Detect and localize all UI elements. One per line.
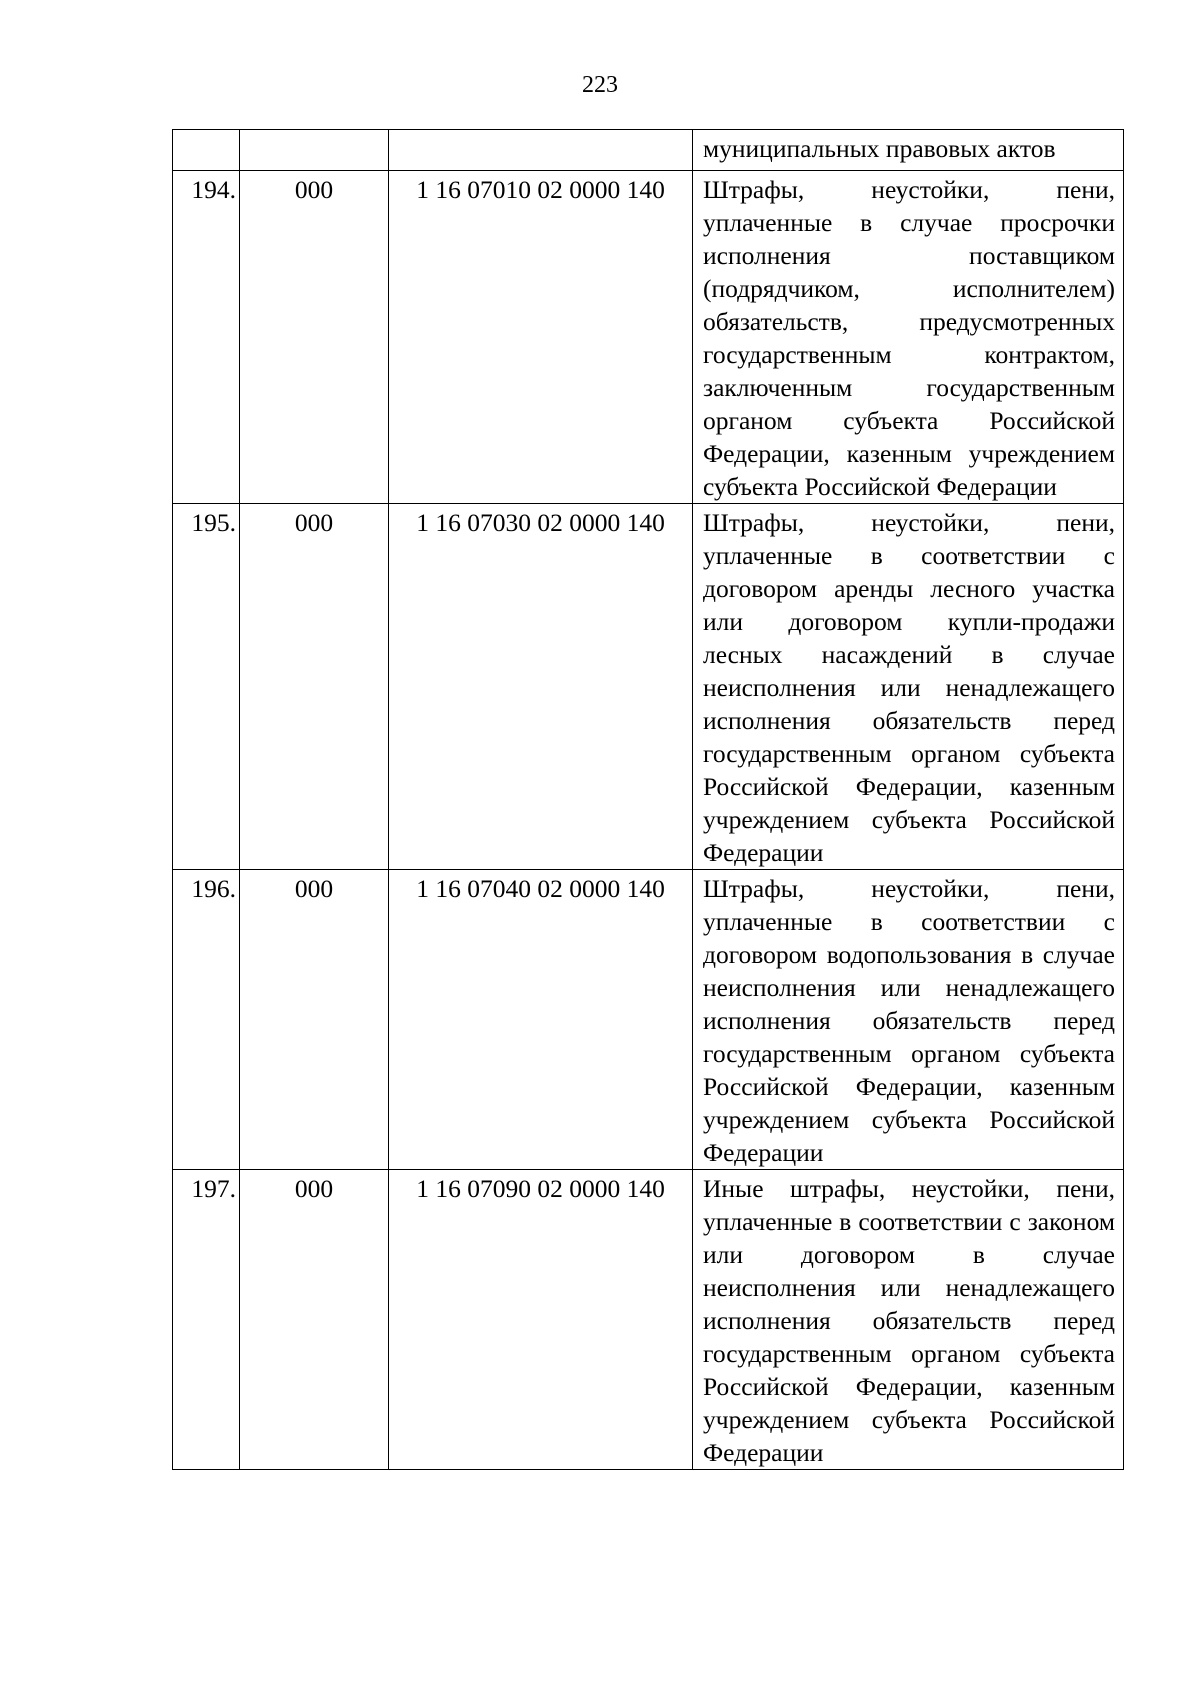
table-row: [173, 504, 1124, 870]
description-text: Иные штрафы, неустойки, пени, уплаченные в соответствии с законом или договором в случае неисполнения или ненадлежащего исполнения обязательств перед государственным органом субъекта Российской Федерации, казенным учреждением субъекта Российской Федерации: [703, 1174, 1115, 1467]
row-number-cell: 197.: [173, 1170, 240, 1470]
budget-code-cell: 1 16 07030 02 0000 140: [389, 504, 693, 870]
description-cell: [693, 171, 1124, 504]
row-number-cell: 195.: [173, 504, 240, 870]
admin-code-cell: 000: [240, 171, 389, 504]
description-text: Штрафы, неустойки, пени, уплаченные в случае просрочки исполнения поставщиком (подрядчиком, исполнителем) обязательств, предусмотренных государственным контрактом, заключенным государственным органом субъекта Российской Федерации, казенным учреждением субъекта Российской Федерации: [703, 175, 1115, 501]
admin-code-cell: 000: [240, 870, 389, 1170]
table-row-continuation: [173, 130, 1124, 171]
row-number-cell: 194.: [173, 171, 240, 504]
admin-code-cell: 000: [240, 1170, 389, 1470]
description-cell: [693, 504, 1124, 870]
budget-code-cell: [389, 130, 693, 171]
description-cell: [693, 1170, 1124, 1470]
description-text: Штрафы, неустойки, пени, уплаченные в соответствии с договором водопользования в случае неисполнения или ненадлежащего исполнения обязательств перед государственным органом субъекта Российской Федерации, казенным учреждением субъекта Российской Федерации: [703, 874, 1115, 1167]
budget-code-cell: 1 16 07010 02 0000 140: [389, 171, 693, 504]
row-number-cell: [173, 130, 240, 171]
admin-code-cell: [240, 130, 389, 171]
table-row: [173, 1170, 1124, 1470]
row-number-cell: 196.: [173, 870, 240, 1170]
page-number: 223: [582, 72, 618, 98]
revenue-code-table: [172, 129, 1124, 1470]
admin-code-cell: 000: [240, 504, 389, 870]
budget-code-cell: 1 16 07040 02 0000 140: [389, 870, 693, 1170]
description-cell: [693, 870, 1124, 1170]
description-text: муниципальных правовых актов: [703, 134, 1056, 163]
table-row: [173, 171, 1124, 504]
description-cell: [693, 130, 1124, 171]
budget-code-cell: 1 16 07090 02 0000 140: [389, 1170, 693, 1470]
table-row: [173, 870, 1124, 1170]
description-text: Штрафы, неустойки, пени, уплаченные в соответствии с договором аренды лесного участка или договором купли-продажи лесных насаждений в случае неисполнения или ненадлежащего исполнения обязательств перед государственным органом субъекта Российской Федерации, казенным учреждением субъекта Российской Федерации: [703, 508, 1115, 867]
